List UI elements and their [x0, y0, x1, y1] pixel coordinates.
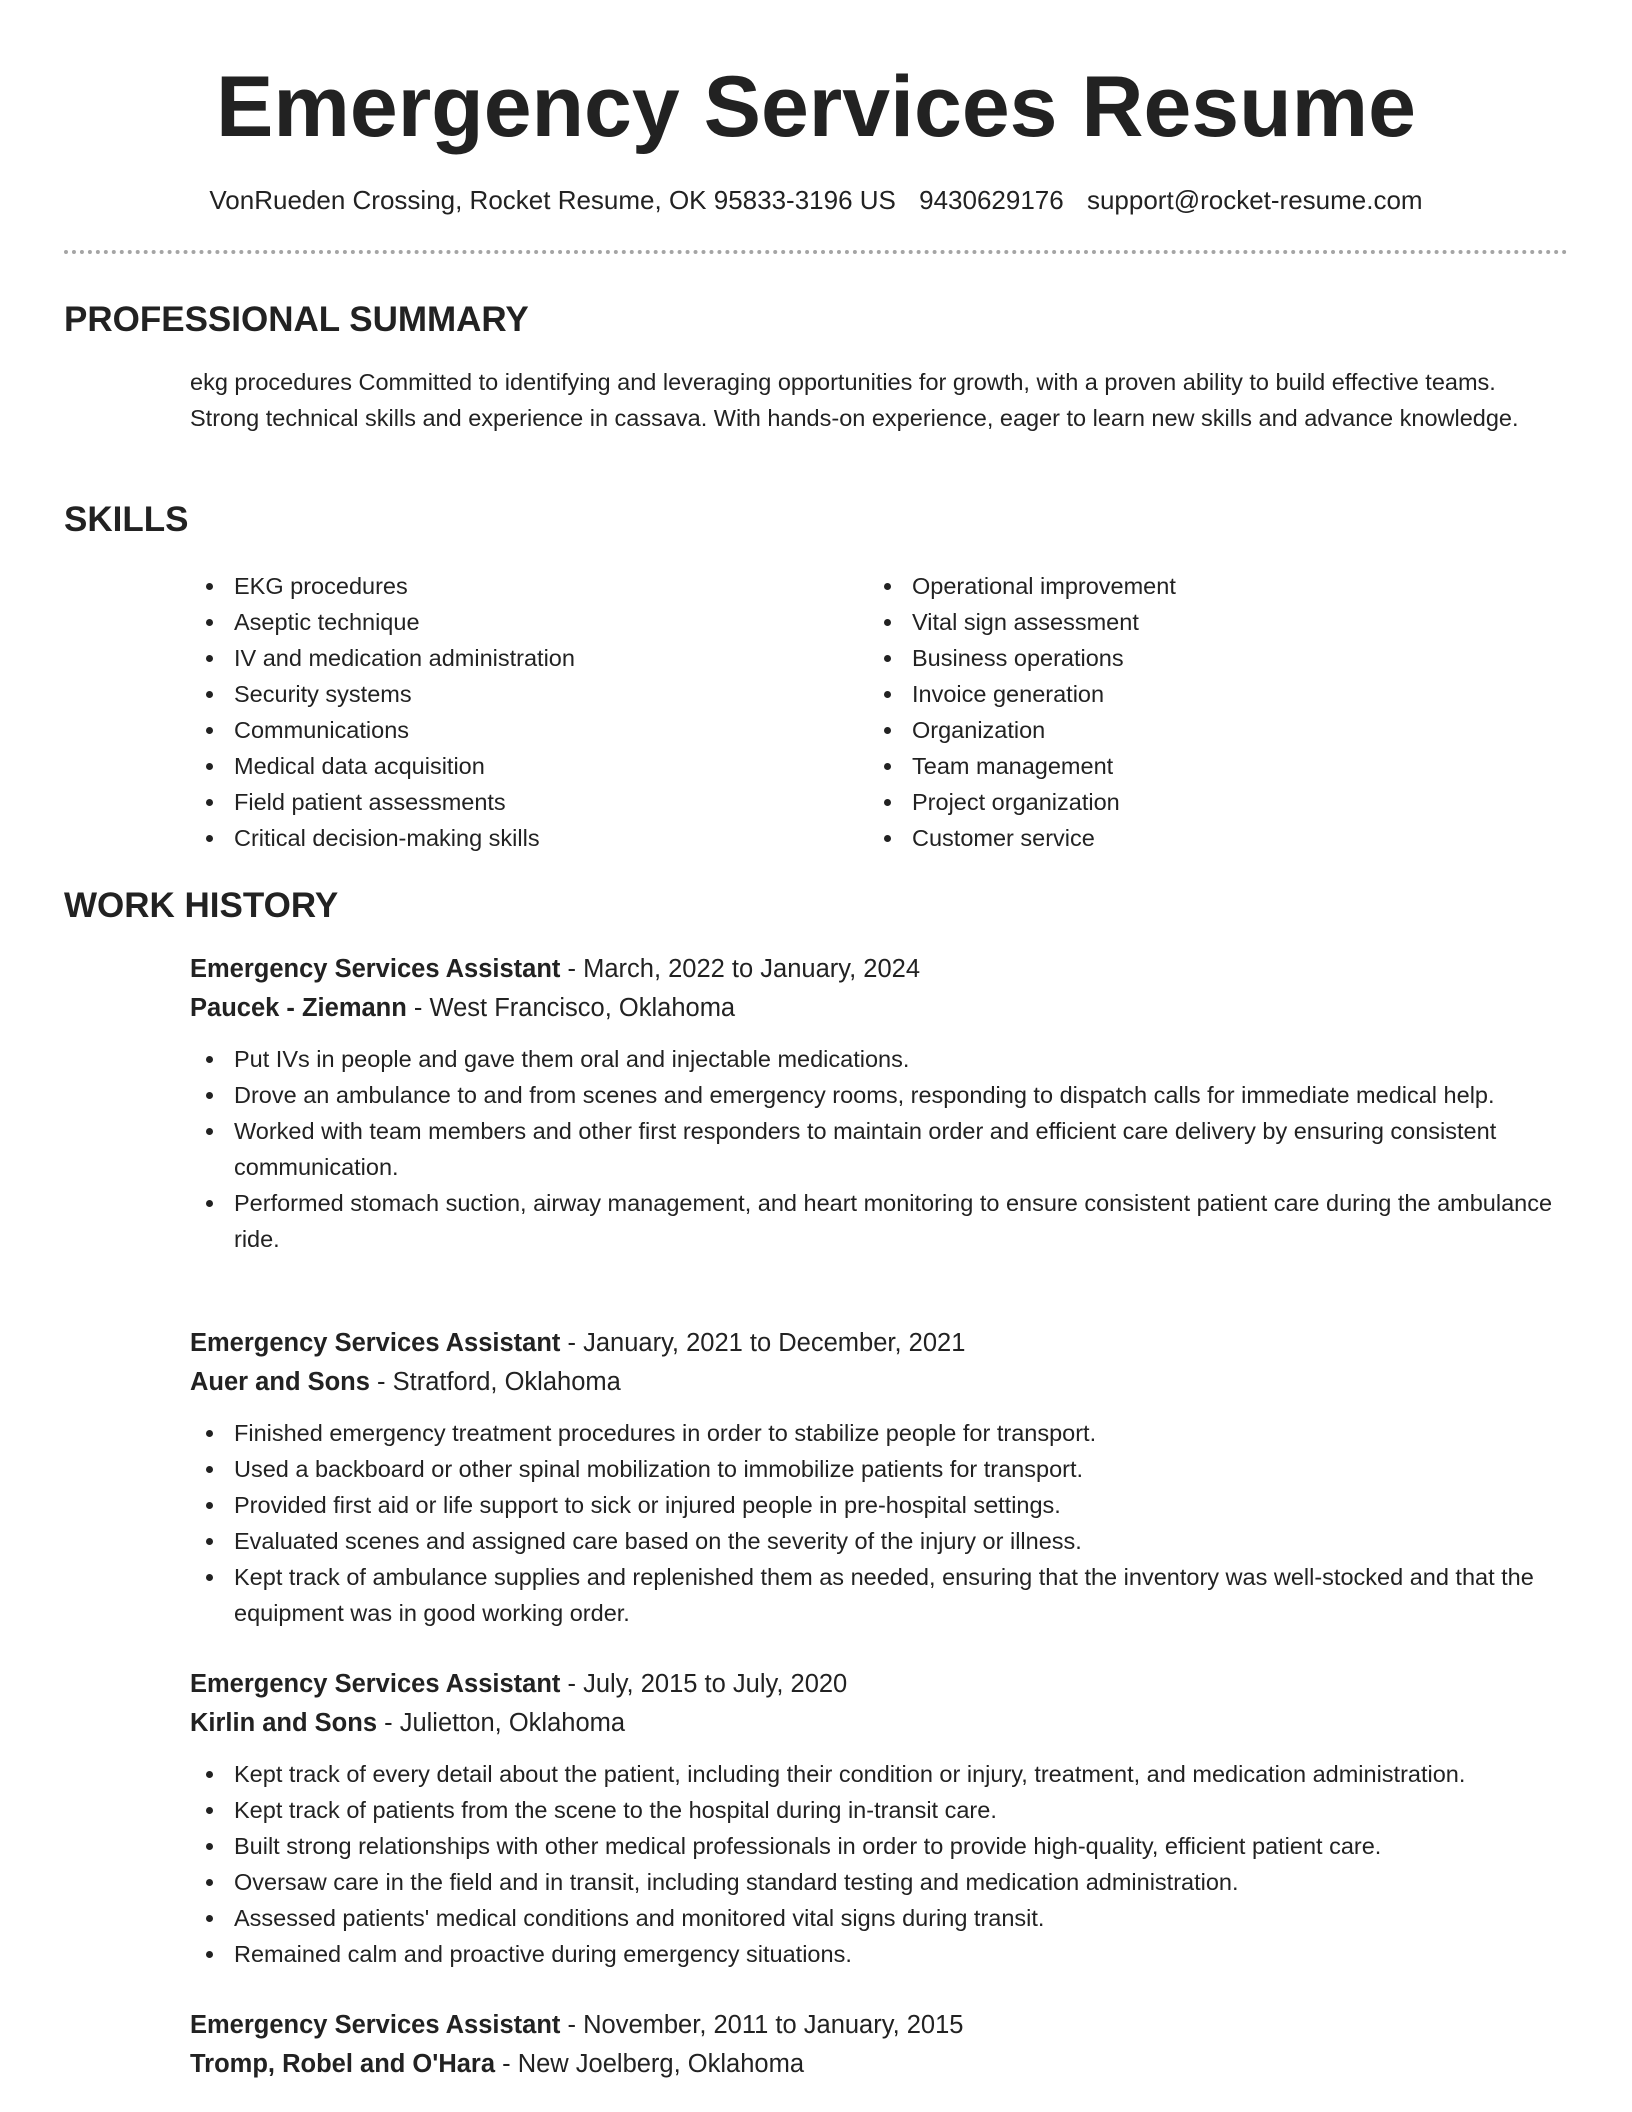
job-dates: - July, 2015 to July, 2020	[560, 1670, 848, 1698]
job-title-line	[190, 2006, 1570, 2044]
job-company: Kirlin and Sons	[190, 1709, 378, 1737]
contact-email: support@rocket-resume.com	[1086, 185, 1423, 215]
job-location: - Stratford, Oklahoma	[369, 1368, 621, 1396]
job-title: Emergency Services Assistant	[190, 1670, 561, 1698]
job-bullet: Assessed patients' medical conditions and monitored vital signs during transit.	[190, 1900, 1574, 1936]
resume-title: Emergency Services Resume	[216, 59, 1416, 155]
skill-item: EKG procedures	[190, 568, 830, 604]
skills-list-right	[868, 568, 1508, 856]
job-company: Paucek - Ziemann	[190, 994, 407, 1022]
skills-list-left	[190, 568, 830, 856]
job-company-line	[190, 2045, 1570, 2083]
skill-item: Organization	[868, 712, 1508, 748]
skill-item: Communications	[190, 712, 830, 748]
job-bullet: Provided first aid or life support to sick or injured people in pre-hospital settings.	[190, 1487, 1574, 1523]
contact-address: VonRueden Crossing, Rocket Resume, OK 95833-3196 US	[209, 185, 896, 215]
skill-item: Operational improvement	[868, 568, 1508, 604]
job-company-line	[190, 1363, 1570, 1401]
job-title: Emergency Services Assistant	[190, 955, 561, 983]
skill-item: Medical data acquisition	[190, 748, 830, 784]
contact-line	[0, 182, 1632, 218]
skills-heading: SKILLS	[64, 500, 189, 539]
job-location: - West Francisco, Oklahoma	[406, 994, 736, 1022]
header-divider	[64, 250, 1568, 254]
job-bullets	[190, 1415, 1574, 1631]
job-company-line	[190, 989, 1570, 1027]
skill-item: Critical decision-making skills	[190, 820, 830, 856]
job-dates: - March, 2022 to January, 2024	[560, 955, 921, 983]
job-bullet: Remained calm and proactive during emergency situations.	[190, 1936, 1574, 1972]
job-title: Emergency Services Assistant	[190, 2011, 561, 2039]
job-title-line	[190, 1665, 1570, 1703]
job-bullet: Built strong relationships with other medical professionals in order to provide high-quality, efficient patient care.	[190, 1828, 1574, 1864]
job-bullet: Put IVs in people and gave them oral and injectable medications.	[190, 1041, 1574, 1077]
skill-item: Aseptic technique	[190, 604, 830, 640]
job-bullet: Kept track of ambulance supplies and replenished them as needed, ensuring that the inventory was well-stocked and that the equipment was in good working order.	[190, 1559, 1574, 1631]
job-bullet: Performed stomach suction, airway management, and heart monitoring to ensure consistent patient care during the ambulance ride.	[190, 1185, 1574, 1257]
job-bullet: Used a backboard or other spinal mobilization to immobilize patients for transport.	[190, 1451, 1574, 1487]
job-company: Auer and Sons	[190, 1368, 370, 1396]
skill-item: Business operations	[868, 640, 1508, 676]
skill-item: Invoice generation	[868, 676, 1508, 712]
work-history-heading: WORK HISTORY	[64, 886, 339, 925]
skill-item: IV and medication administration	[190, 640, 830, 676]
job-bullets	[190, 1041, 1574, 1257]
contact-phone: 9430629176	[919, 185, 1064, 215]
skill-item: Security systems	[190, 676, 830, 712]
job-location: - Julietton, Oklahoma	[377, 1709, 626, 1737]
job-bullet: Drove an ambulance to and from scenes and emergency rooms, responding to dispatch calls for immediate medical help.	[190, 1077, 1574, 1113]
job-title: Emergency Services Assistant	[190, 1329, 561, 1357]
skill-item: Vital sign assessment	[868, 604, 1508, 640]
job-company: Tromp, Robel and O'Hara	[190, 2050, 496, 2078]
job-title-line	[190, 1324, 1570, 1362]
job-bullet: Finished emergency treatment procedures in order to stabilize people for transport.	[190, 1415, 1574, 1451]
job-dates: - November, 2011 to January, 2015	[560, 2011, 964, 2039]
skill-item: Customer service	[868, 820, 1508, 856]
job-location: - New Joelberg, Oklahoma	[495, 2050, 804, 2078]
skill-item: Field patient assessments	[190, 784, 830, 820]
job-bullet: Evaluated scenes and assigned care based on the severity of the injury or illness.	[190, 1523, 1574, 1559]
job-title-line	[190, 950, 1570, 988]
job-bullet: Oversaw care in the field and in transit, including standard testing and medication administration.	[190, 1864, 1574, 1900]
job-dates: - January, 2021 to December, 2021	[560, 1329, 966, 1357]
summary-heading: PROFESSIONAL SUMMARY	[64, 300, 529, 339]
job-bullet: Worked with team members and other first responders to maintain order and efficient care delivery by ensuring consistent communication.	[190, 1113, 1574, 1185]
job-bullets	[190, 1756, 1574, 1972]
job-bullet: Kept track of patients from the scene to the hospital during in-transit care.	[190, 1792, 1574, 1828]
summary-text: ekg procedures Committed to identifying and leveraging opportunities for growth, with a proven ability to build effective teams. Strong technical skills and experience in cassava. With hands-on experience, eager to learn new skills and advance knowledge.	[190, 369, 1519, 431]
skill-item: Project organization	[868, 784, 1508, 820]
job-company-line	[190, 1704, 1570, 1742]
job-bullet: Kept track of every detail about the patient, including their condition or injury, treatment, and medication administration.	[190, 1756, 1574, 1792]
skill-item: Team management	[868, 748, 1508, 784]
